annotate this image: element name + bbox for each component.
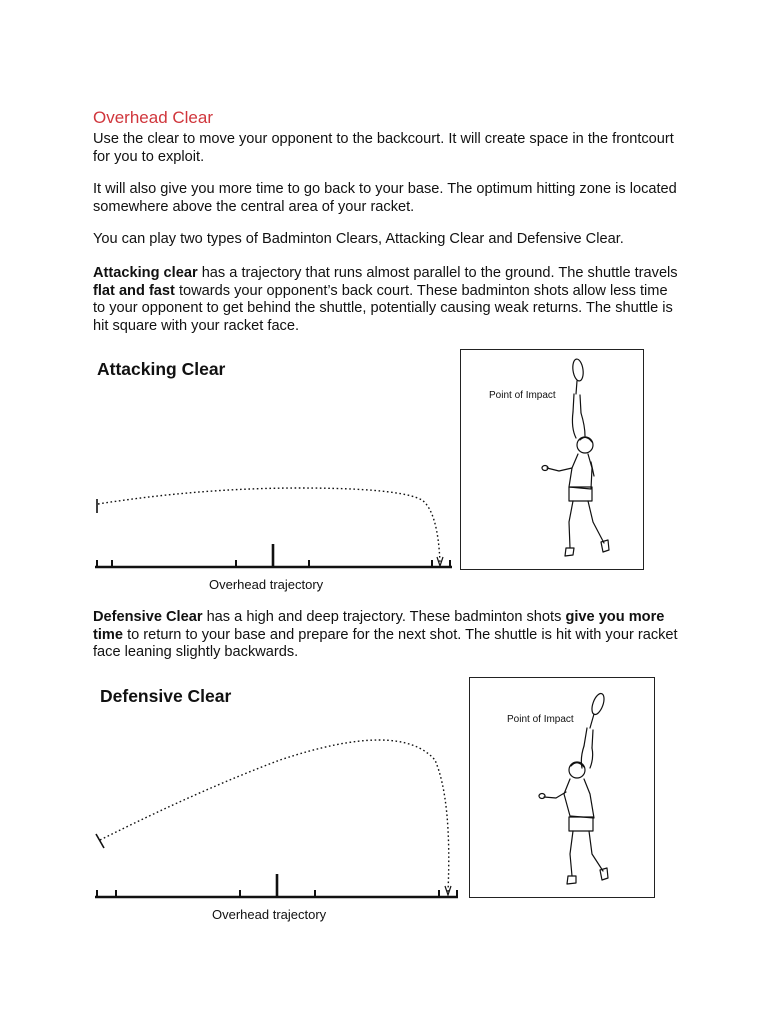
- defensive-clear-term: Defensive Clear: [93, 609, 203, 625]
- attacking-impact-label: Point of Impact: [489, 390, 556, 401]
- intro-paragraph-1: Use the clear to move your opponent to the backcourt. It will create space in the frontcourt for you to exploit.: [93, 131, 674, 165]
- intro-paragraph-3: You can play two types of Badminton Clears, Attacking Clear and Defensive Clear.: [93, 231, 624, 247]
- flat-and-fast-emphasis: flat and fast: [93, 282, 175, 299]
- attacking-text-a: has a trajectory that runs almost parallel to the ground. The shuttle travels: [197, 265, 678, 281]
- defensive-text-b: to return to your base and prepare for the next shot. The shuttle is hit with your racket face leaning slightly backwards.: [93, 626, 678, 660]
- attacking-figure-title: Attacking Clear: [97, 359, 226, 379]
- attacking-text-b: towards your opponent’s back court. These badminton shots allow less time to your opponent to get behind the shuttle, potentially causing weak returns. The shuttle is hit square with your racket face.: [93, 282, 673, 334]
- defensive-text-a: has a high and deep trajectory. These badminton shots: [202, 609, 566, 625]
- section-heading: Overhead Clear: [93, 108, 214, 127]
- defensive-impact-label: Point of Impact: [507, 714, 574, 725]
- attacking-caption: Overhead trajectory: [209, 577, 324, 592]
- defensive-shuttle-path: [100, 740, 449, 892]
- defensive-start-marker: [96, 834, 104, 848]
- defensive-caption: Overhead trajectory: [212, 907, 327, 922]
- intro-paragraph-2: It will also give you more time to go back to your base. The optimum hitting zone is located somewhere above the central area of your racket.: [93, 181, 677, 215]
- attacking-clear-term: Attacking clear: [93, 265, 198, 281]
- more-time-emphasis: give you more time: [93, 609, 665, 643]
- defensive-figure-title: Defensive Clear: [100, 686, 232, 706]
- defensive-player-box: [469, 677, 655, 898]
- defensive-player-illustration: [470, 678, 654, 897]
- racket-head-icon: [590, 692, 607, 716]
